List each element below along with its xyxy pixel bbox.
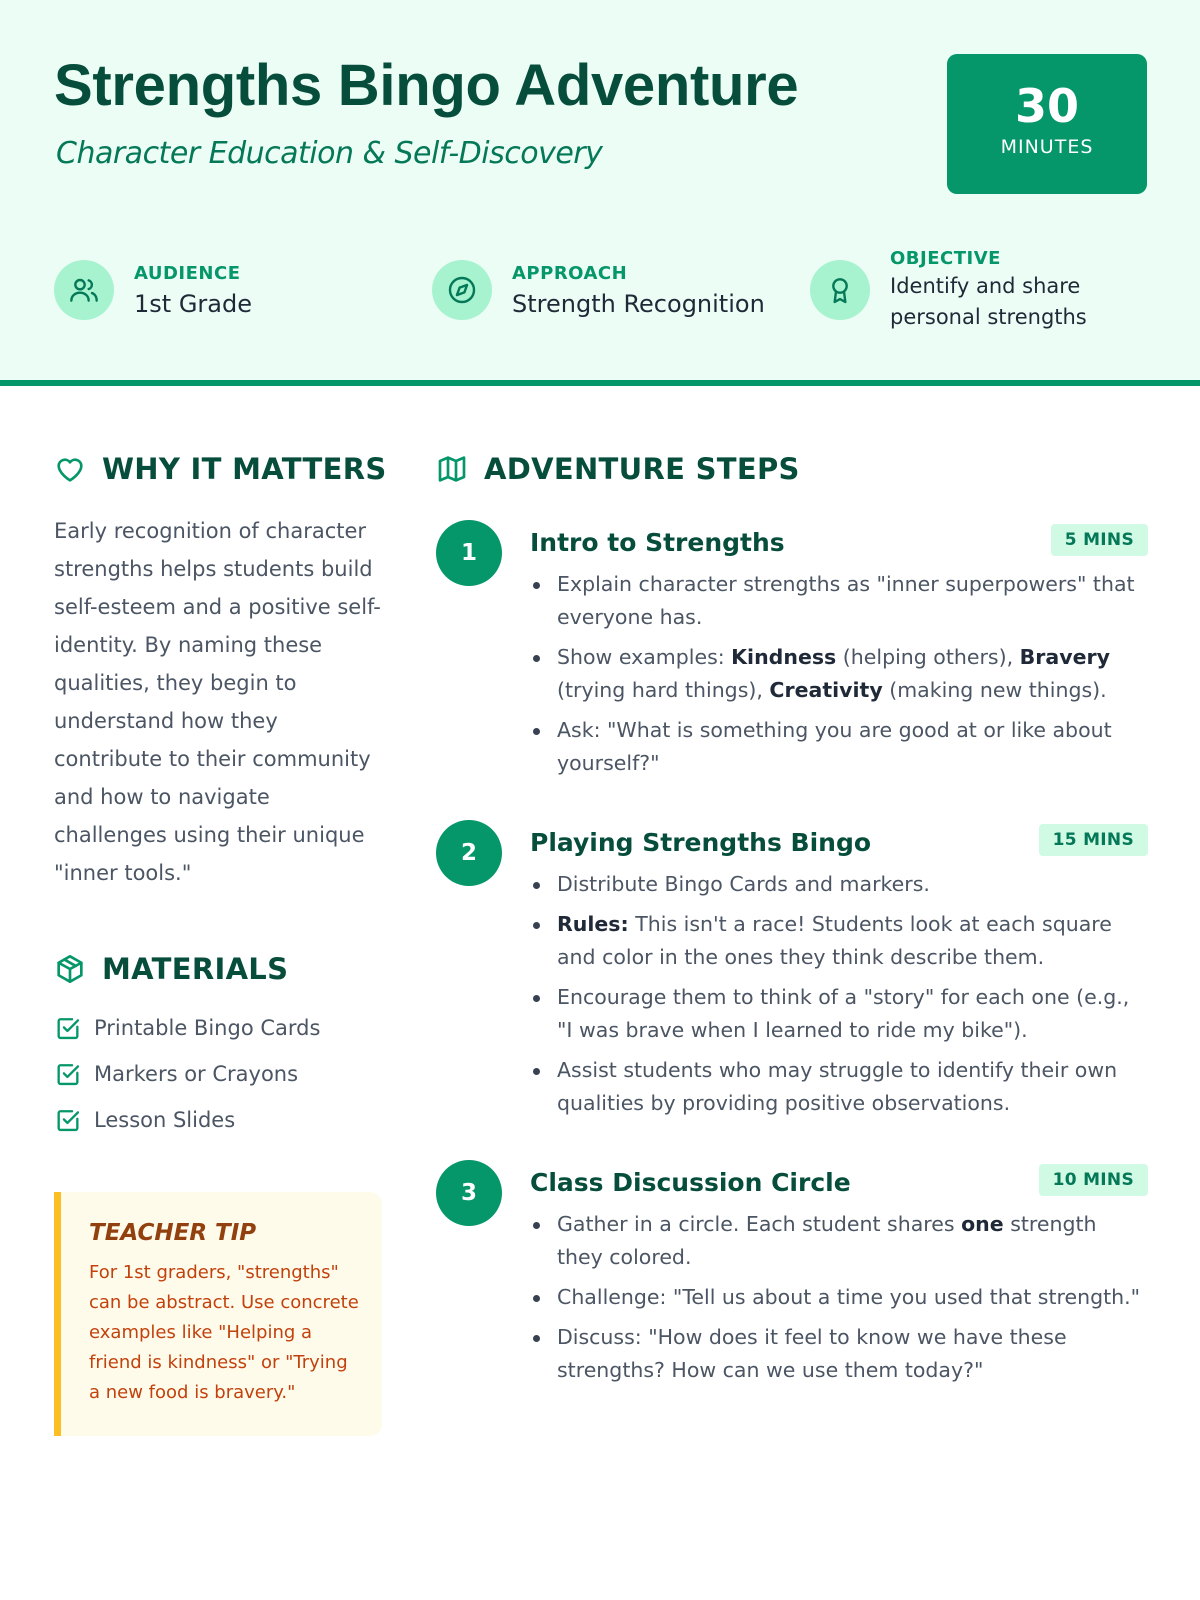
meta-approach — [432, 255, 765, 325]
step-bullet: Assist students who may struggle to identify their own qualities by providing positive observations. — [530, 1054, 1148, 1120]
duration-badge — [947, 54, 1147, 194]
header — [0, 0, 1200, 386]
award-icon — [810, 260, 870, 320]
approach-label: APPROACH — [512, 262, 628, 284]
step-title: Intro to Strengths — [530, 528, 785, 557]
meta-objective — [810, 244, 1120, 336]
material-label: Markers or Crayons — [94, 1062, 299, 1086]
step-duration-badge: 5 MINS — [1051, 524, 1148, 556]
heart-icon — [54, 453, 86, 485]
check-square-icon — [54, 1106, 82, 1134]
steps-heading — [436, 452, 800, 486]
map-icon — [436, 453, 468, 485]
step-bullet: Discuss: "How does it feel to know we have these strengths? How can we use them today?" — [530, 1321, 1148, 1387]
objective-value: Identify and share personal strengths — [890, 273, 1087, 329]
material-label: Printable Bingo Cards — [94, 1016, 321, 1040]
emphasis-text: one — [961, 1212, 1004, 1236]
check-square-icon — [54, 1060, 82, 1088]
audience-value: 1st Grade — [134, 289, 252, 318]
step-title: Class Discussion Circle — [530, 1168, 851, 1197]
why-title: WHY IT MATTERS — [102, 452, 387, 486]
why-heading — [54, 452, 387, 486]
emphasis-text: Creativity — [769, 678, 883, 702]
check-square-icon — [54, 1014, 82, 1042]
step-bullet: Explain character strengths as "inner superpowers" that everyone has. — [530, 568, 1148, 634]
tip-text: For 1st graders, "strengths" can be abstract. Use concrete examples like "Helping a friend is kindness" or "Trying a new food is bravery." — [89, 1262, 359, 1403]
page-subtitle: Character Education & Self-Discovery — [56, 136, 603, 171]
step-duration-badge: 15 MINS — [1039, 824, 1148, 856]
materials-heading — [54, 952, 288, 986]
material-item — [54, 1097, 320, 1143]
step-number: 1 — [436, 520, 502, 586]
page-title: Strengths Bingo Adventure — [54, 53, 799, 118]
users-icon — [54, 260, 114, 320]
step-number: 3 — [436, 1160, 502, 1226]
emphasis-text: Kindness — [731, 645, 837, 669]
step-bullet: Encourage them to think of a "story" for each one (e.g., "I was brave when I learned to ride my bike"). — [530, 981, 1148, 1047]
material-item — [54, 1005, 320, 1051]
emphasis-text: Bravery — [1019, 645, 1110, 669]
audience-label: AUDIENCE — [134, 262, 241, 284]
objective-label: OBJECTIVE — [890, 247, 1001, 269]
approach-value: Strength Recognition — [512, 289, 765, 318]
step-bullet: Challenge: "Tell us about a time you used that strength." — [530, 1281, 1148, 1314]
duration-unit: MINUTES — [1000, 136, 1094, 158]
package-icon — [54, 953, 86, 985]
step-bullet: Distribute Bingo Cards and markers. — [530, 868, 1148, 901]
step-bullets — [530, 568, 1148, 787]
meta-audience — [54, 255, 252, 325]
teacher-tip — [54, 1192, 382, 1436]
step-bullet: Gather in a circle. Each student shares one strength they colored. — [530, 1208, 1148, 1274]
tip-title: TEACHER TIP — [89, 1220, 257, 1246]
step-title: Playing Strengths Bingo — [530, 828, 872, 857]
step-bullets — [530, 868, 1148, 1127]
step-bullet: Rules: This isn't a race! Students look at each square and color in the ones they think describe them. — [530, 908, 1148, 974]
step-bullet: Ask: "What is something you are good at or like about yourself?" — [530, 714, 1148, 780]
step-bullet: Show examples: Kindness (helping others), Bravery (trying hard things), Creativity (making new things). — [530, 641, 1148, 707]
material-item — [54, 1051, 320, 1097]
step-duration-badge: 10 MINS — [1039, 1164, 1148, 1196]
step-number: 2 — [436, 820, 502, 886]
emphasis-text: Rules: — [557, 912, 629, 936]
material-label: Lesson Slides — [94, 1108, 236, 1132]
materials-title: MATERIALS — [102, 952, 289, 986]
why-text: Early recognition of character strengths helps students build self-esteem and a positive self-identity. By naming these qualities, they begin to understand how they contribute to their community and how to navigate challenges using their unique "inner tools." — [54, 519, 381, 885]
duration-value: 30 — [1014, 79, 1079, 133]
step-bullets — [530, 1208, 1148, 1394]
materials-list — [54, 1005, 320, 1143]
compass-icon — [432, 260, 492, 320]
steps-title: ADVENTURE STEPS — [484, 452, 800, 486]
